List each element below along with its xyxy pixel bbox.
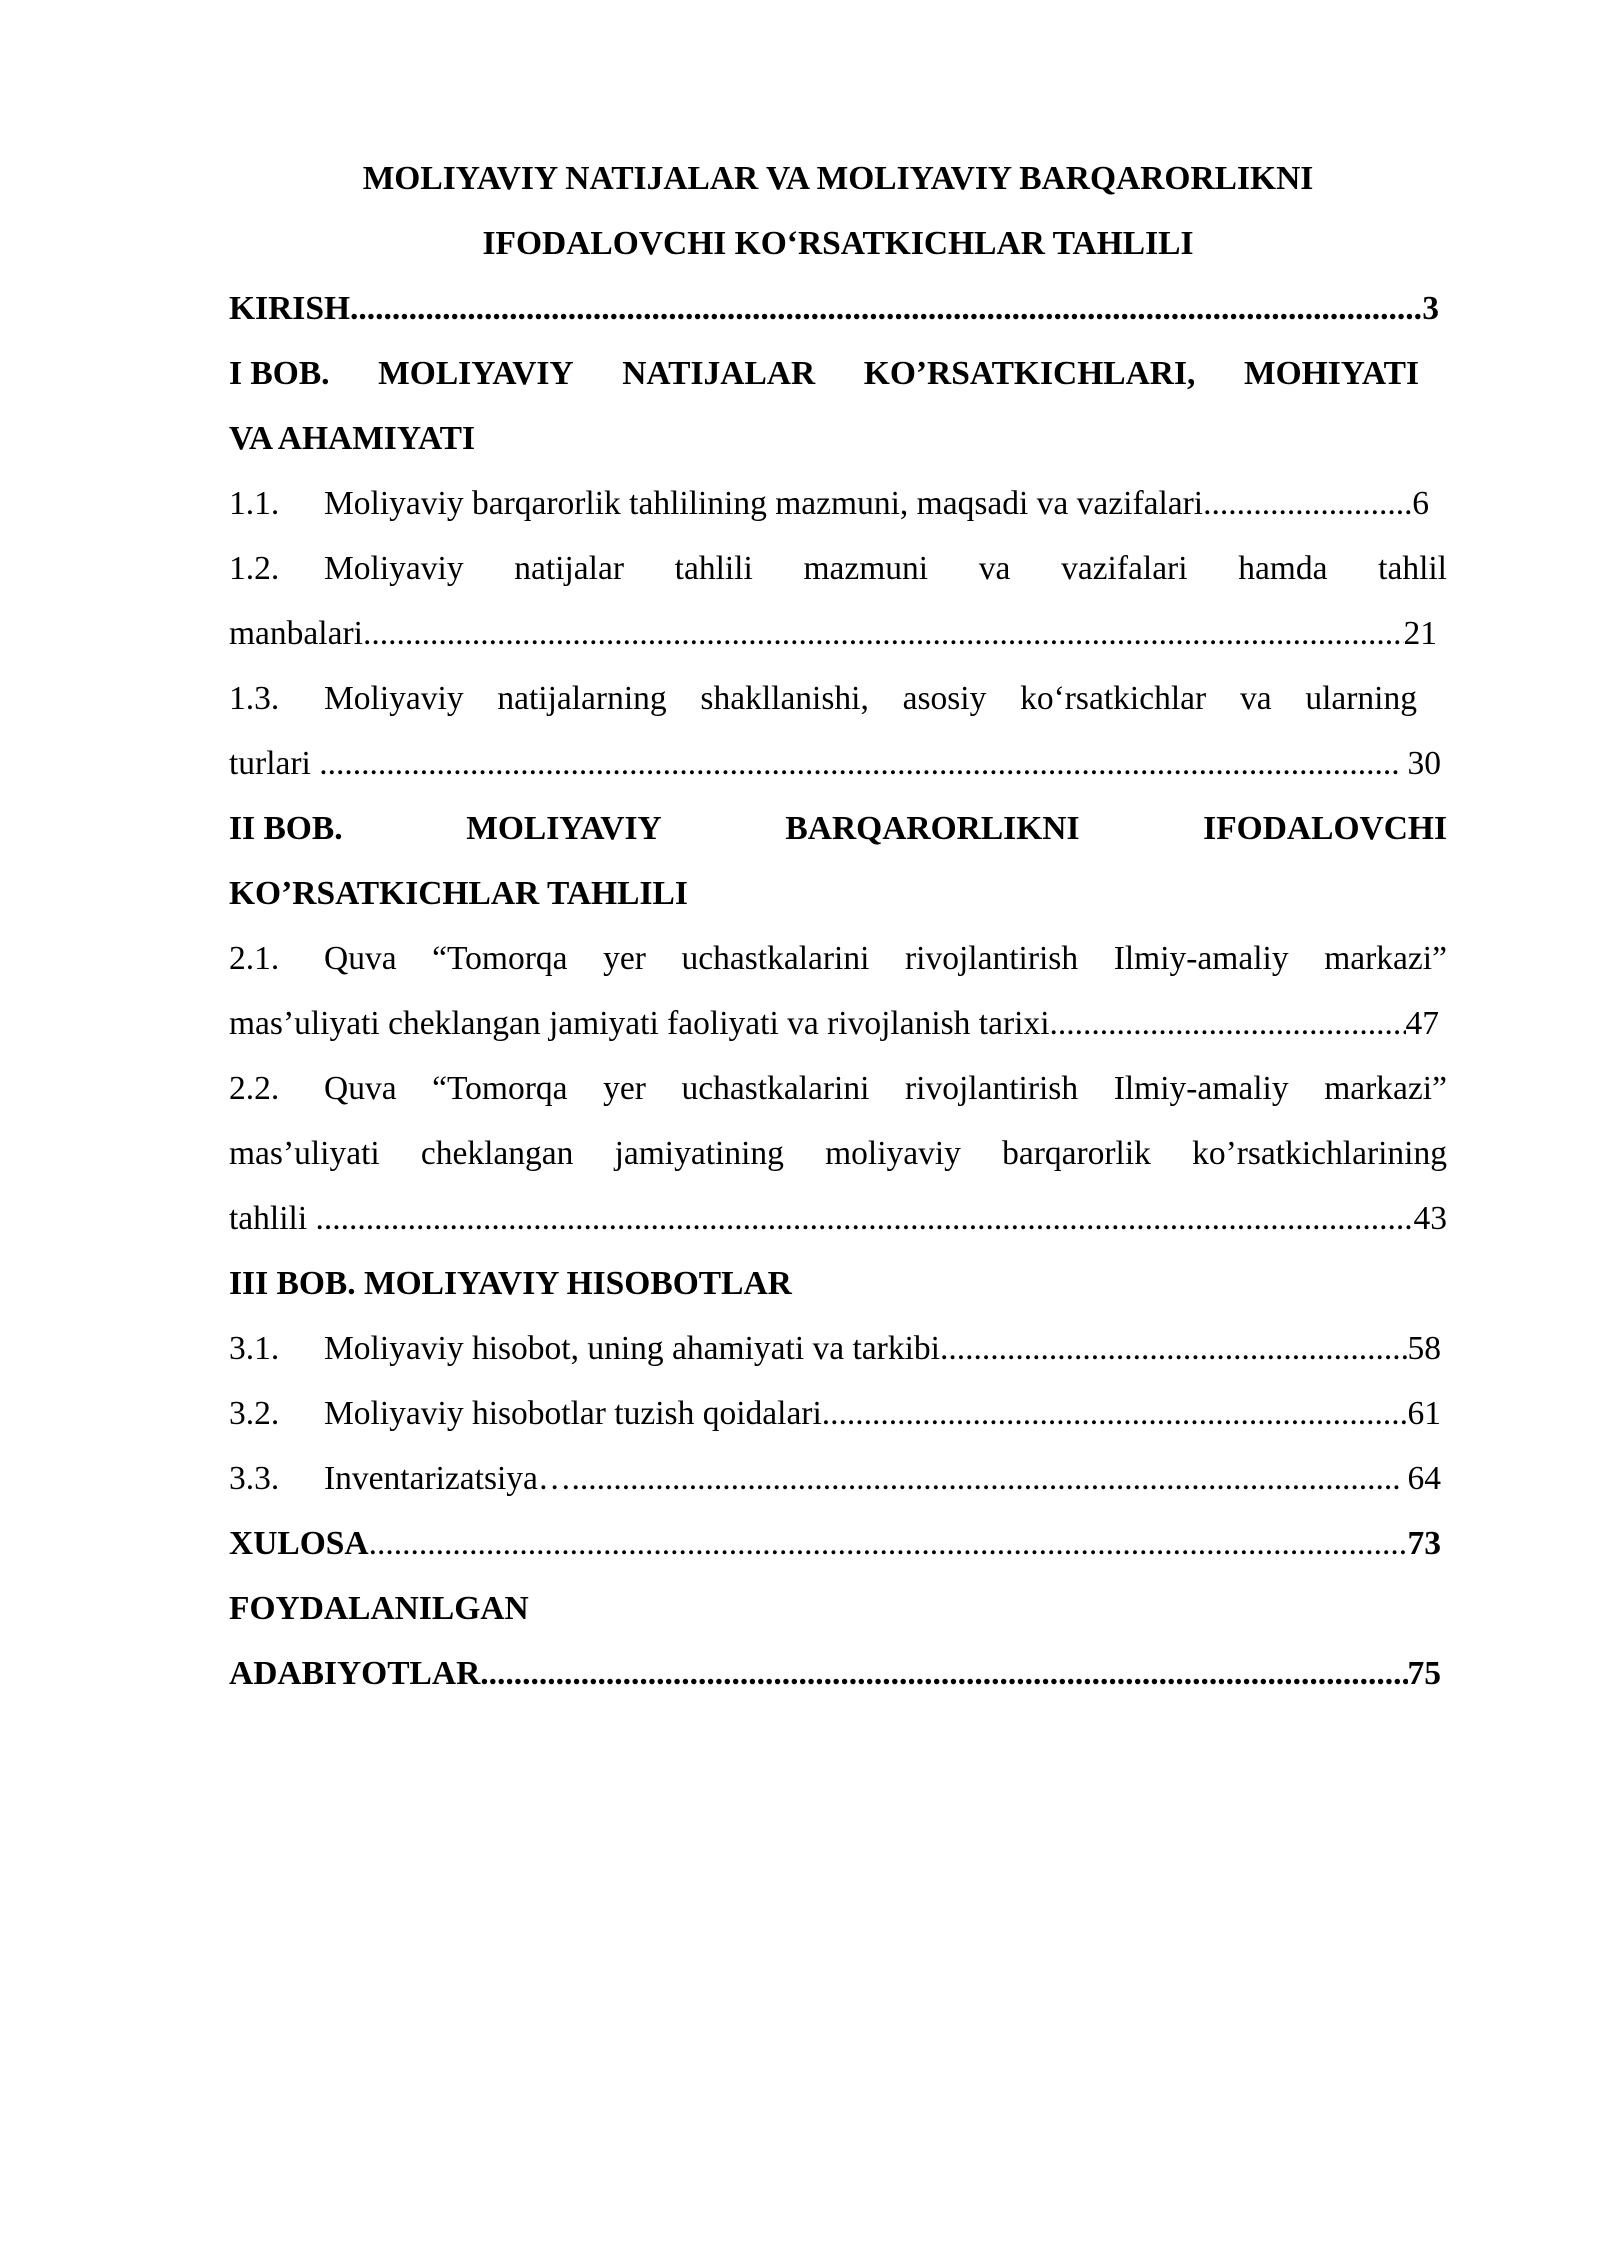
toc-chapter-1-line-1[interactable] — [229, 341, 1419, 406]
toc-chapter-1-line-2: VA AHAMIYATI — [229, 420, 476, 457]
toc-entry-1-3-line-2[interactable] — [229, 731, 1441, 796]
title-line-2: IFODALOVCHI KO‘RSATKICHLAR TAHLILI — [482, 225, 1194, 262]
toc-entry-2-2-line-2[interactable] — [229, 1121, 1447, 1186]
toc-entry-2-2-line-1[interactable] — [229, 1056, 1447, 1121]
dot-leader — [940, 1316, 1408, 1381]
entry-word: Quva — [324, 940, 397, 977]
entry-word: mas’uliyati — [229, 1135, 380, 1172]
entry-word: rivojlantirish — [905, 1070, 1079, 1107]
toc-page-number: 64 — [1399, 1460, 1441, 1497]
entry-word: uchastkalarini — [681, 940, 870, 977]
toc-section-number: 3.1. — [229, 1330, 280, 1367]
entry-word: jamiyatining — [614, 1135, 784, 1172]
entry-word: tahlili — [674, 550, 753, 587]
toc-entry-label: mas’uliyati cheklangan jamiyati faoliyati va rivojlanish tarixi — [229, 1005, 1050, 1042]
toc-entry-3-3[interactable] — [229, 1446, 1441, 1511]
toc-entry-3-2[interactable] — [229, 1381, 1441, 1446]
toc-page-number: 75 — [1407, 1655, 1441, 1692]
chapter-word: KO’RSATKICHLARI, — [863, 355, 1196, 392]
toc-entry-xulosa[interactable] — [229, 1511, 1441, 1576]
entry-word: markazi” — [1324, 1070, 1447, 1107]
entry-word: Ilmiy-amaliy — [1113, 1070, 1289, 1107]
toc-page-number: 6 — [1412, 485, 1429, 522]
dot-leader — [480, 1641, 1407, 1706]
toc-entry-1-2-line-1[interactable] — [229, 536, 1447, 601]
entry-word: natijalarning — [497, 680, 667, 717]
entry-word: Moliyaviy — [324, 550, 464, 587]
chapter-word: IFODALOVCHI — [1203, 810, 1447, 847]
entry-word: hamda — [1238, 550, 1328, 587]
toc-entry-adabiyotlar-line-1[interactable]: FOYDALANILGAN — [229, 1590, 529, 1627]
chapter-word: MOHIYATI — [1244, 355, 1419, 392]
entry-word: Ilmiy-amaliy — [1113, 940, 1289, 977]
entry-word: uchastkalarini — [681, 1070, 870, 1107]
toc-entry-adabiyotlar-line-2[interactable] — [229, 1641, 1441, 1706]
dot-leader — [319, 731, 1399, 796]
toc-entry-1-3-line-1[interactable] — [229, 666, 1417, 731]
entry-word: va — [1239, 680, 1272, 717]
chapter-word: MOLIYAVIY — [378, 355, 574, 392]
entry-word: moliyaviy — [825, 1135, 961, 1172]
dot-leader — [1203, 471, 1412, 536]
dot-leader — [316, 1186, 1414, 1251]
entry-word: cheklangan — [420, 1135, 574, 1172]
chapter-word: MOLIYAVIY — [466, 810, 662, 847]
entry-word: asosiy — [902, 680, 987, 717]
entry-word: “Tomorqa — [432, 1070, 568, 1107]
toc-entry-2-2-line-3[interactable] — [229, 1186, 1447, 1251]
entry-word: “Tomorqa — [432, 940, 568, 977]
dot-leader — [363, 601, 1404, 666]
entry-word: rivojlantirish — [905, 940, 1079, 977]
entry-word: natijalar — [514, 550, 624, 587]
toc-chapter-2-line-1[interactable] — [229, 796, 1447, 861]
entry-word: ko‘rsatkichlar — [1020, 680, 1207, 717]
chapter-word: BARQARORLIKNI — [785, 810, 1080, 847]
entry-word: ularning — [1305, 680, 1417, 717]
chapter-word: I BOB. — [229, 355, 330, 392]
toc-entry-1-2-line-2[interactable] — [229, 601, 1437, 666]
entry-word: barqarorlik — [1002, 1135, 1151, 1172]
toc-page-number: 3 — [1422, 290, 1439, 327]
dot-leader — [350, 276, 1422, 341]
toc-section-number: 1.1. — [229, 485, 280, 522]
toc-entry-label: XULOSA — [229, 1525, 369, 1562]
toc-entry-label: Inventarizatsiya… — [324, 1460, 572, 1497]
toc-entry-label: manbalari — [229, 615, 363, 652]
entry-word: yer — [603, 1070, 646, 1107]
table-of-contents — [229, 146, 1447, 1706]
toc-entry-2-1-line-1[interactable] — [229, 926, 1447, 991]
toc-entry-label: KIRISH — [229, 290, 351, 327]
entry-word: vazifalari — [1061, 550, 1188, 587]
document-title — [229, 146, 1447, 276]
entry-word: Moliyaviy — [324, 680, 464, 717]
toc-entry-label: ADABIYOTLAR — [229, 1655, 481, 1692]
toc-entry-label: Moliyaviy hisobot, uning ahamiyati va tarkibi — [324, 1330, 940, 1367]
toc-entry-label: tahlili — [229, 1200, 316, 1237]
toc-section-number: 2.2. — [229, 1070, 280, 1107]
entry-word: yer — [603, 940, 646, 977]
entry-word: Quva — [324, 1070, 397, 1107]
entry-word: ko’rsatkichlarining — [1192, 1135, 1447, 1172]
toc-section-number: 3.2. — [229, 1395, 280, 1432]
entry-word: markazi” — [1324, 940, 1447, 977]
toc-page-number: 43 — [1413, 1200, 1447, 1237]
toc-page-number: 21 — [1403, 615, 1437, 652]
toc-page-number: 30 — [1399, 745, 1441, 782]
dot-leader — [369, 1511, 1408, 1576]
toc-entry-2-1-line-2[interactable] — [229, 991, 1439, 1056]
toc-section-number: 2.1. — [229, 940, 280, 977]
toc-section-number: 1.3. — [229, 680, 280, 717]
toc-page-number: 58 — [1407, 1330, 1441, 1367]
dot-leader — [822, 1381, 1408, 1446]
entry-word: va — [978, 550, 1011, 587]
toc-entry-1-1[interactable] — [229, 471, 1429, 536]
toc-section-number: 1.2. — [229, 550, 280, 587]
entry-word: tahlil — [1378, 550, 1447, 587]
title-line-1: MOLIYAVIY NATIJALAR VA MOLIYAVIY BARQARORLIKNI — [362, 160, 1314, 197]
toc-page-number: 73 — [1407, 1525, 1441, 1562]
dot-leader — [571, 1446, 1399, 1511]
toc-entry-label: Moliyaviy hisobotlar tuzish qoidalari — [324, 1395, 822, 1432]
toc-page-number: 47 — [1405, 1005, 1439, 1042]
toc-entry-label: Moliyaviy barqarorlik tahlilining mazmuni, maqsadi va vazifalari — [324, 485, 1204, 522]
toc-section-number: 3.3. — [229, 1460, 280, 1497]
chapter-word: II BOB. — [229, 810, 343, 847]
toc-entry-kirish[interactable] — [229, 276, 1439, 341]
toc-chapter-2-line-2: KO’RSATKICHLAR TAHLILI — [229, 875, 688, 912]
entry-word: shakllanishi, — [700, 680, 869, 717]
toc-page-number: 61 — [1407, 1395, 1441, 1432]
toc-entry-label: turlari — [229, 745, 320, 782]
dot-leader — [1050, 991, 1406, 1056]
entry-word: mazmuni — [803, 550, 929, 587]
toc-chapter-3[interactable]: III BOB. MOLIYAVIY HISOBOTLAR — [229, 1265, 792, 1302]
toc-entry-3-1[interactable] — [229, 1316, 1441, 1381]
chapter-word: NATIJALAR — [622, 355, 816, 392]
